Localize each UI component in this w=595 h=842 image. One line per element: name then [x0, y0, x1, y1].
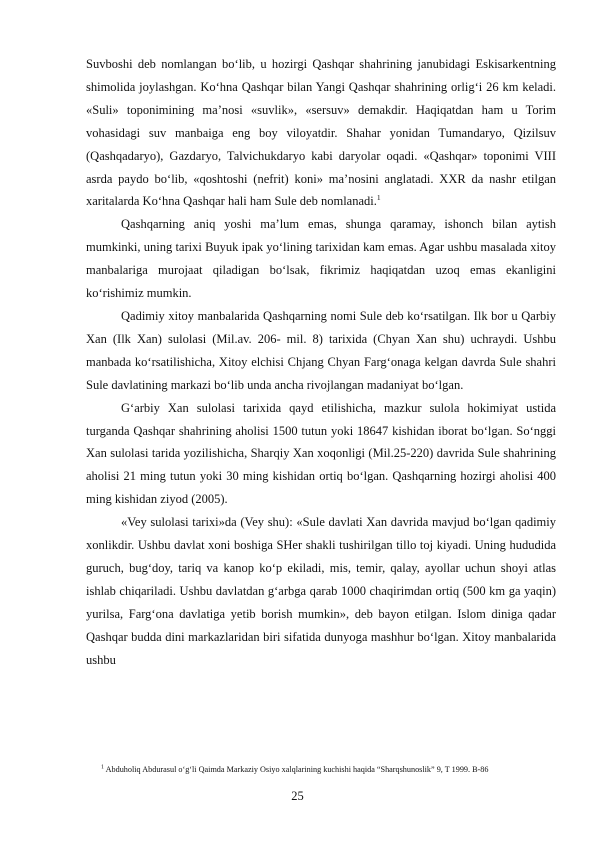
footnote-marker: 1	[101, 764, 104, 771]
paragraph-2: Qashqarning aniq yoshi ma’lum emas, shunga qaramay, ishonch bilan aytish mumkinki, uning tarixi Buyuk ipak yo‘lining tarixidan kam emas. Agar ushbu masalada xitoy manbalariga murojaat qiladigan bo‘lsak, fikrimiz haqiqatdan uzoq emas ekanligini ko‘rishimiz mumkin.	[86, 217, 556, 301]
paragraph-1-text: Suvboshi deb nomlangan bo‘lib, u hozirgi Qashqar shahrining janubidagi Eskisarkentning shimolida joylashgan. Ko‘hna Qashqar bilan Yangi Qashqar shahrining orlig‘i 26 km keladi. «Suli» toponimining ma’nosi «suvlik», «sersuv» demakdir. Haqiqatdan ham u Torim vohasidagi suv manbaiga eng boy viloyatdir. Shahar yonidan Tumandaryo, Qizilsuv (Qashqadaryo), Gazdaryo, Talvichukdaryo kabi daryolar oqadi. «Qashqar» toponimi VIII asrda paydo bo‘lib, «qoshtoshi (nefrit) koni» ma’nosini anglatadi. XXR da nashr etilgan xaritalarda Ko‘hna Qashqar hali ham Sule deb nomlanadi.	[86, 57, 556, 209]
footnote	[86, 764, 556, 776]
paragraph-1	[86, 53, 556, 213]
footnote-text: Abduholiq Abdurasul o‘g‘li Qaimda Markaziy Osiyo xalqlarining kuchishi haqida “Sharqshunoslik” 9, T 1999. B-86	[105, 765, 489, 774]
paragraph-4: G‘arbiy Xan sulolasi tarixida qayd etilishicha, mazkur sulola hokimiyat ustida turganda Qashqar shahrining aholisi 1500 tutun yoki 18647 kishidan iborat bo‘lgan. So‘nggi Xan sulolasi tarida yozilishicha, Sharqiy Xan xoqonligi (Mil.25-220) davrida Sule shahrining aholisi 21 ming tutun yoki 30 ming kishidan ortiq bo‘lgan. Qashqarning hozirgi aholisi 400 ming kishidan ziyod (2005).	[86, 400, 556, 507]
paragraph-3: Qadimiy xitoy manbalarida Qashqarning nomi Sule deb ko‘rsatilgan. Ilk bor u Qarbiy Xan (Ilk Xan) sulolasi (Mil.av. 206- mil. 8) tarixida (Chyan Xan shu) uchraydi. Ushbu manbada ko‘rsatilishicha, Xitoy elchisi Chjang Chyan Farg‘onaga kelgan davrda Sule shahri Sule davlatining markazi bo‘lib unda ancha rivojlangan madaniyat bo‘lgan.	[86, 308, 556, 392]
footnote-reference: 1	[376, 193, 381, 203]
paragraph-5: «Vey sulolasi tarixi»da (Vey shu): «Sule davlati Xan davrida mavjud bo‘lgan qadimiy xonlikdir. Ushbu davlat xoni boshiga SHer shakli tushirilgan tillo toj kiyadi. Uning hududida guruch, bug‘doy, tariq va kanop ko‘p ekiladi, mis, temir, qalay, ayollar uchun shoyi atlas ishlab chiqariladi. Ushbu davlatdan g‘arbga qarab 1000 chaqirimdan ortiq (500 km ga yaqin) yurilsa, Farg‘ona davlatiga yetib borish mumkin», deb bayon etilgan. Islom diniga qadar Qashqar budda dini markazlaridan biri sifatida dunyoga mashhur bo‘lgan. Xitoy manbalarida ushbu	[86, 515, 556, 667]
document-body	[86, 53, 556, 671]
page-number: 25	[291, 789, 304, 803]
